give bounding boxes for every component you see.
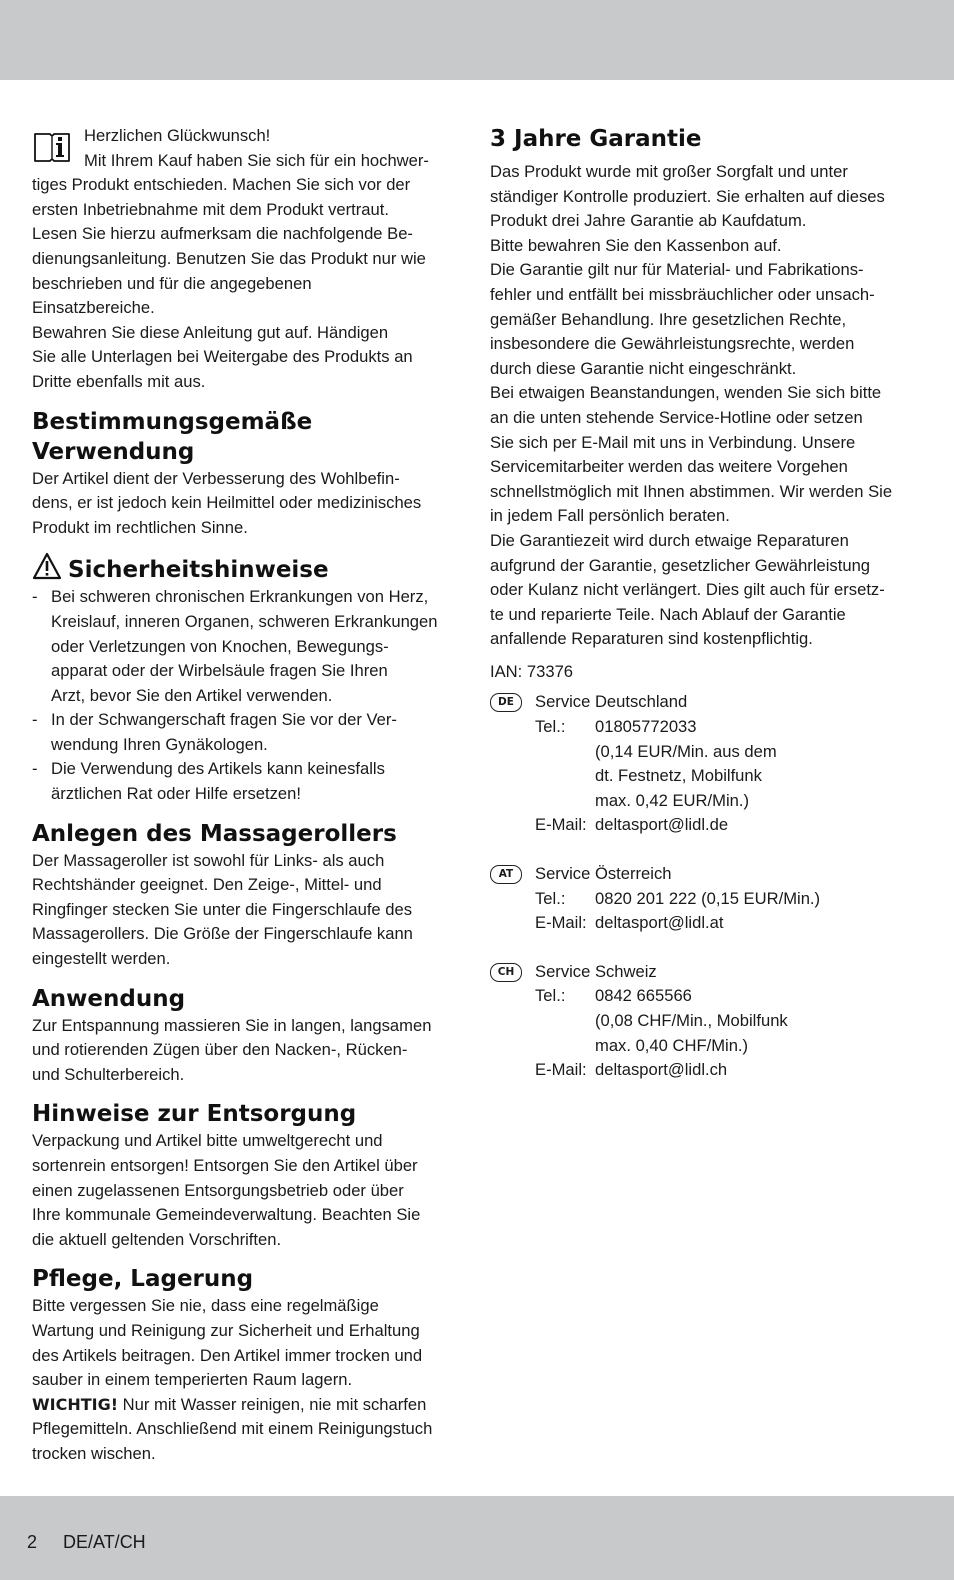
attach-text [32, 849, 460, 972]
warranty-line: anfallende Reparaturen sind kostenpflichtig. [490, 629, 813, 649]
service-block-de [490, 690, 922, 838]
email-label: E-Mail: [535, 815, 587, 835]
list-item-line: In der Schwangerschaft fragen Sie vor der Ver- [51, 710, 397, 730]
list-item-line: Bei schweren chronischen Erkrankungen von Herz, [51, 587, 429, 607]
safety-heading [32, 552, 460, 585]
warranty-line: insbesondere die Gewährleistungsrechte, werden [490, 334, 855, 354]
tel-note: dt. Festnetz, Mobilfunk [595, 766, 762, 786]
care-line: Wartung und Reinigung zur Sicherheit und Erhaltung [32, 1320, 420, 1340]
list-item-line: oder Verletzungen von Knochen, Bewegungs- [51, 636, 389, 656]
disposal-text [32, 1129, 460, 1252]
list-item-line: wendung Ihren Gynäkologen. [51, 734, 268, 754]
safety-heading-text: Sicherheitshinweise [68, 557, 329, 584]
warranty-line: durch diese Garantie nicht eingeschränkt. [490, 358, 797, 378]
list-item-line: Die Verwendung des Artikels kann keinesfalls [51, 759, 385, 779]
list-item [32, 585, 460, 708]
page-footer [27, 1532, 172, 1553]
warranty-line: gemäßer Behandlung. Ihre gesetzlichen Rechte, [490, 309, 847, 329]
left-column [32, 124, 460, 1467]
tel-note: (0,08 CHF/Min., Mobilfunk [595, 1011, 788, 1030]
attach-heading: Anlegen des Massagerollers [32, 820, 397, 847]
intro-line: Bewahren Sie diese Anleitung gut auf. Händigen [32, 322, 389, 342]
warranty-line: Das Produkt wurde mit großer Sorgfalt und unter [490, 162, 848, 181]
use-line: Produkt im rechtlichen Sinne. [32, 517, 248, 537]
intro-line: Einsatzbereiche. [32, 298, 155, 318]
care-line: des Artikels beitragen. Den Artikel immer trocken und [32, 1345, 423, 1365]
attach-line: Der Massageroller ist sowohl für Links- als auch [32, 850, 385, 870]
right-column [490, 124, 922, 1083]
care-line: trocken wischen. [32, 1443, 156, 1463]
attach-line: Ringfinger stecken Sie unter die Fingerschlaufe des [32, 899, 413, 919]
intro-line: ersten Inbetriebnahme mit dem Produkt vertraut. [32, 199, 389, 219]
warranty-line: Die Garantiezeit wird durch etwaige Reparaturen [490, 530, 849, 550]
application-text [32, 1014, 460, 1088]
tel-note: max. 0,40 CHF/Min.) [595, 1035, 749, 1055]
service-block-ch [490, 960, 922, 1083]
disposal-line: Verpackung und Artikel bitte umweltgerecht und [32, 1131, 383, 1151]
list-item-line: ärztlichen Rat oder Hilfe ersetzen! [51, 784, 301, 804]
care-line: Bitte vergessen Sie nie, dass eine regelmäßige [32, 1296, 379, 1316]
warranty-line: Bei etwaigen Beanstandungen, wenden Sie sich bitte [490, 383, 882, 403]
use-heading-line: Bestimmungsgemäße [32, 408, 313, 435]
warranty-line: oder Kulanz nicht verlängert. Dies gilt auch für ersetz- [490, 580, 885, 600]
disposal-line: die aktuell geltenden Vorschriften. [32, 1229, 282, 1249]
country-badge-de: DE [490, 693, 522, 712]
warning-triangle-icon [32, 552, 62, 580]
use-heading-line: Verwendung [32, 438, 195, 465]
warranty-line: Die Garantie gilt nur für Material- und Fabrikations- [490, 260, 864, 280]
tel-number: 0842 665566 [595, 986, 692, 1006]
list-item-line: apparat oder der Wirbelsäule fragen Sie Ihren [51, 661, 388, 681]
email-label: E-Mail: [535, 1060, 587, 1080]
country-badge-at: AT [490, 865, 522, 884]
attach-line: Rechtshänder geeignet. Den Zeige-, Mittel- und [32, 875, 382, 895]
service-block-at [490, 862, 922, 936]
application-heading: Anwendung [32, 985, 186, 1012]
intro-line: Lesen Sie hierzu aufmerksam die nachfolgende Be- [32, 224, 413, 244]
warranty-line: Servicemitarbeiter werden das weitere Vorgehen [490, 457, 848, 477]
warranty-text [490, 160, 922, 652]
disposal-line: Ihre kommunale Gemeindeverwaltung. Beachten Sie [32, 1205, 421, 1225]
use-text [32, 467, 460, 541]
warranty-line: schnellstmöglich mit Ihnen abstimmen. Wir werden Sie [490, 481, 893, 501]
list-item-line: Arzt, bevor Sie den Artikel verwenden. [51, 685, 333, 705]
country-badge-ch: CH [490, 963, 522, 982]
warranty-line: fehler und entfällt bei missbräuchlicher oder unsach- [490, 284, 875, 304]
care-line: Pflegemitteln. Anschließend mit einem Reinigungstuch [32, 1419, 433, 1439]
header-bar [0, 0, 954, 80]
intro-line: beschrieben und für die angegebenen [32, 273, 312, 293]
warranty-line: Sie sich per E-Mail mit uns in Verbindung. Unsere [490, 432, 856, 452]
tel-label: Tel.: [535, 986, 566, 1006]
service-title: Service Deutschland [535, 692, 688, 712]
warranty-line: Produkt drei Jahre Garantie ab Kaufdatum. [490, 211, 807, 231]
use-line: Der Artikel dient der Verbesserung des Wohlbefin- [32, 468, 400, 488]
intro-line: tiges Produkt entschieden. Machen Sie sich vor der [32, 175, 411, 195]
email-address: deltasport@lidl.at [595, 913, 724, 933]
warranty-line: Bitte bewahren Sie den Kassenbon auf. [490, 235, 782, 255]
service-title: Service Österreich [535, 864, 672, 884]
warranty-line: ständiger Kontrolle produziert. Sie erhalten auf dieses [490, 186, 885, 206]
intro-section [32, 124, 460, 395]
ian-number: IAN: 73376 [490, 661, 574, 681]
disposal-heading: Hinweise zur Entsorgung [32, 1101, 357, 1128]
tel-note: max. 0,42 EUR/Min.) [595, 790, 749, 810]
list-item [32, 708, 460, 757]
application-line: Zur Entspannung massieren Sie in langen, langsamen [32, 1015, 432, 1035]
page-number: 2 [27, 1532, 38, 1552]
care-heading: Pflege, Lagerung [32, 1266, 254, 1293]
safety-list [32, 585, 460, 806]
care-text [32, 1294, 460, 1466]
warranty-heading: 3 Jahre Garantie [490, 126, 702, 152]
application-line: und Schulterbereich. [32, 1064, 185, 1084]
care-important-line [32, 1393, 460, 1418]
important-label: WICHTIG! [32, 1394, 119, 1414]
warranty-line: an die unten stehende Service-Hotline oder setzen [490, 407, 863, 427]
attach-line: Massagerollers. Die Größe der Fingerschlaufe kann [32, 924, 413, 944]
email-address: deltasport@lidl.ch [595, 1060, 728, 1080]
application-line: und rotierenden Zügen über den Nacken-, Rücken- [32, 1040, 408, 1060]
intro-line: dienungsanleitung. Benutzen Sie das Produkt nur wie [32, 248, 426, 268]
care-line: sauber in einem temperierten Raum lagern. [32, 1370, 353, 1390]
tel-label: Tel.: [535, 717, 566, 737]
use-heading [32, 407, 460, 467]
tel-number: 01805772033 [595, 717, 697, 737]
warranty-line: in jedem Fall persönlich beraten. [490, 506, 730, 526]
region-label: DE/AT/CH [63, 1532, 146, 1552]
important-text: Nur mit Wasser reinigen, nie mit scharfen [118, 1394, 427, 1414]
disposal-line: einen zugelassenen Entsorgungsbetrieb oder über [32, 1180, 404, 1200]
tel-label: Tel.: [535, 888, 566, 908]
list-item-line: Kreislauf, inneren Organen, schweren Erkrankungen [51, 611, 438, 631]
warranty-line: aufgrund der Garantie, gesetzlicher Gewährleistung [490, 555, 871, 575]
attach-line: eingestellt werden. [32, 949, 171, 969]
email-address: deltasport@lidl.de [595, 815, 729, 835]
disposal-line: sortenrein entsorgen! Entsorgen Sie den Artikel über [32, 1156, 418, 1175]
intro-line: Dritte ebenfalls mit aus. [32, 371, 206, 391]
intro-line: Sie alle Unterlagen bei Weitergabe des Produkts an [32, 347, 413, 367]
tel-number: 0820 201 222 (0,15 EUR/Min.) [595, 888, 821, 908]
intro-greeting: Herzlichen Glückwunsch! [84, 126, 271, 145]
list-item [32, 757, 460, 806]
intro-text [32, 149, 460, 395]
intro-line: Mit Ihrem Kauf haben Sie sich für ein hochwer- [84, 150, 429, 170]
book-info-icon [32, 128, 72, 164]
use-line: dens, er ist jedoch kein Heilmittel oder medizinisches [32, 493, 422, 513]
warranty-line: te und reparierte Teile. Nach Ablauf der Garantie [490, 604, 846, 624]
tel-note: (0,14 EUR/Min. aus dem [595, 741, 777, 761]
service-title: Service Schweiz [535, 961, 657, 981]
email-label: E-Mail: [535, 913, 587, 933]
